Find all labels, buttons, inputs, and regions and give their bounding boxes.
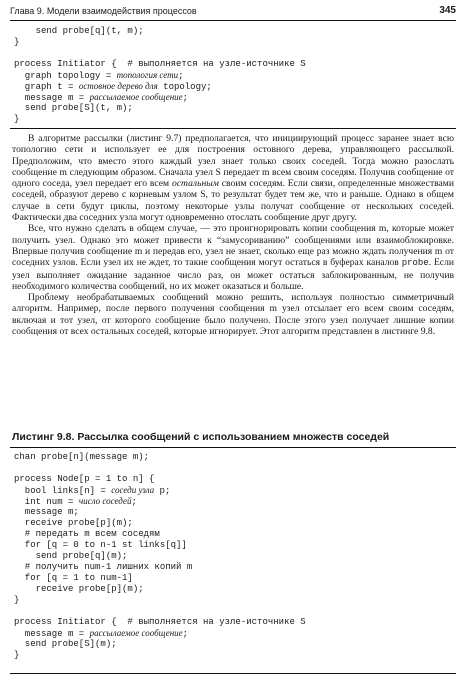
code-line xyxy=(14,584,306,595)
body-text xyxy=(12,133,454,337)
code-text: message m; xyxy=(14,507,79,517)
paragraph-text: своим соседям. Если связи, определенные множествами соседей, образуют дерево с корневым узлом S, то результат будет тем же, что и раньше. Однако в общем случае в сети будут циклы, поэтому некоторые узлы получат сообщение от нескольких соседей. Фактически два соседних узла могут одновременно отослать сообщение друг другу. xyxy=(12,178,455,224)
code-line xyxy=(14,463,306,474)
code-text: for [q = 0 to n-1 st links[q]] xyxy=(14,540,187,550)
code-line xyxy=(14,103,306,114)
code-text: ; xyxy=(131,497,137,507)
code-line xyxy=(14,650,306,661)
code-line xyxy=(14,452,306,463)
paragraph xyxy=(12,292,454,337)
code-line xyxy=(14,114,306,125)
code-comment-italic: топология сети xyxy=(116,70,179,80)
code-text: receive probe[p](m); xyxy=(14,518,133,528)
code-text: ; xyxy=(182,629,189,639)
code-line xyxy=(14,606,306,617)
code-text: } xyxy=(14,650,20,660)
paragraph-text: В алгоритме рассылки (листинг 9.7) предполагается, что инициирующий процесс заранее знает всю топологию сети и использует ее для построения остовного дерева, управляющего рассылкой. Предположим, что вместо этого каждый узел знает только своих соседей. Тогда можно разослать сообщение m следующим образом. Сначала узел S передает m всем своим соседям. Получив сообщение от одного соседа, узел передает его всем xyxy=(12,133,454,190)
code-text: send probe[S](t, m); xyxy=(14,103,133,113)
header-rule xyxy=(10,20,456,21)
code-text: graph topology = xyxy=(14,71,117,81)
code-line xyxy=(14,617,306,628)
code-line xyxy=(14,595,306,606)
page-number: 345 xyxy=(439,5,456,16)
listing-end-rule xyxy=(10,128,456,129)
code-line xyxy=(14,26,306,37)
listing-bottom-rule xyxy=(10,673,456,674)
paragraph xyxy=(12,223,454,292)
code-text: } xyxy=(14,595,20,605)
code-text: message m = xyxy=(14,93,90,103)
code-text: process Initiator { # выполняется на узле-источнике S xyxy=(14,617,306,627)
chapter-title: Глава 9. Модели взаимодействия процессов xyxy=(10,6,197,16)
code-text: # передать m всем соседям xyxy=(14,529,160,539)
code-line xyxy=(14,474,306,485)
code-comment-italic: соседи узла xyxy=(111,485,155,495)
page-header xyxy=(10,5,456,19)
emphasis-text: остальным xyxy=(172,178,219,190)
code-text: message m = xyxy=(14,629,90,639)
code-text: graph t = xyxy=(14,82,79,92)
code-text: bool links[n] = xyxy=(14,486,112,496)
inline-code: probe xyxy=(401,258,429,269)
code-text: p; xyxy=(154,486,171,496)
code-line xyxy=(14,573,306,584)
code-text: send probe[q](t, m); xyxy=(14,26,144,36)
code-line xyxy=(14,529,306,540)
code-line xyxy=(14,551,306,562)
paragraph-text: . Если узел выполняет ожидание заданное число раз, он может остаться заблокированным, не получив необходимого количества сообщений, но их может оказаться и больше. xyxy=(12,257,454,292)
code-block-listing xyxy=(14,452,306,661)
code-text: # получить num-1 лишних копий m xyxy=(14,562,193,572)
paragraph xyxy=(12,133,454,223)
code-comment-italic: рассылаемое сообщение xyxy=(89,92,183,102)
code-text: int num = xyxy=(14,497,79,507)
listing-title: Листинг 9.8. Рассылка сообщений с использованием множеств соседей xyxy=(12,431,390,443)
code-line xyxy=(14,48,306,59)
code-line xyxy=(14,639,306,650)
code-text: ; xyxy=(178,71,184,81)
code-comment-italic: рассылаемое сообщение xyxy=(89,628,183,638)
code-text: for [q = 1 to num-1] xyxy=(14,573,133,583)
code-text: process Node[p = 1 to n] { xyxy=(14,474,155,484)
code-line xyxy=(14,562,306,573)
code-text: send probe[q](m); xyxy=(14,551,128,561)
paragraph-text: Проблему необрабатываемых сообщений можно решить, используя полностью симметричный алгоритм. Например, после первого получения сообщения m узел отсылает его всем своим соседям, включая и тот узел, от которого сообщение было получено. После этого узел получает лишние копии сообщения от всех остальных соседей, которые игнорирует. Этот алгоритм представлен в листинге 9.8. xyxy=(12,292,454,338)
code-line xyxy=(14,518,306,529)
code-text: } xyxy=(14,37,20,47)
listing-top-rule xyxy=(10,447,456,448)
code-line xyxy=(14,81,306,92)
code-text: send probe[S](m); xyxy=(14,639,117,649)
code-line xyxy=(14,485,306,496)
code-text: process Initiator { # выполняется на узле-источнике S xyxy=(14,59,306,69)
code-text: topology; xyxy=(157,82,212,92)
code-line xyxy=(14,92,306,103)
code-text: chan probe[n](message m); xyxy=(14,452,150,462)
code-line xyxy=(14,540,306,551)
code-line xyxy=(14,37,306,48)
code-line xyxy=(14,628,306,639)
code-text: ; xyxy=(182,93,189,103)
code-text: receive probe[p](m); xyxy=(14,584,144,594)
code-comment-italic: остовное дерево для xyxy=(78,81,158,91)
code-line xyxy=(14,496,306,507)
code-line xyxy=(14,59,306,70)
code-line xyxy=(14,507,306,518)
paragraph-text: Все, что нужно сделать в общем случае, — это проигнорировать копии сообщения m, которые может получить узел. Однако это может привести к “замусориванию” сообщениями или взаимоблокировке. Впервые получив сообщение m и передав его, узел не знает, сколько еще раз можно ждать получения m от соседних узлов. Если узел их не ждет, то такие сообщения могут остаться в буферах каналов xyxy=(12,223,454,269)
code-block-top xyxy=(14,26,306,125)
code-text: } xyxy=(14,114,20,124)
code-comment-italic: число соседей xyxy=(78,496,132,506)
code-line xyxy=(14,70,306,81)
